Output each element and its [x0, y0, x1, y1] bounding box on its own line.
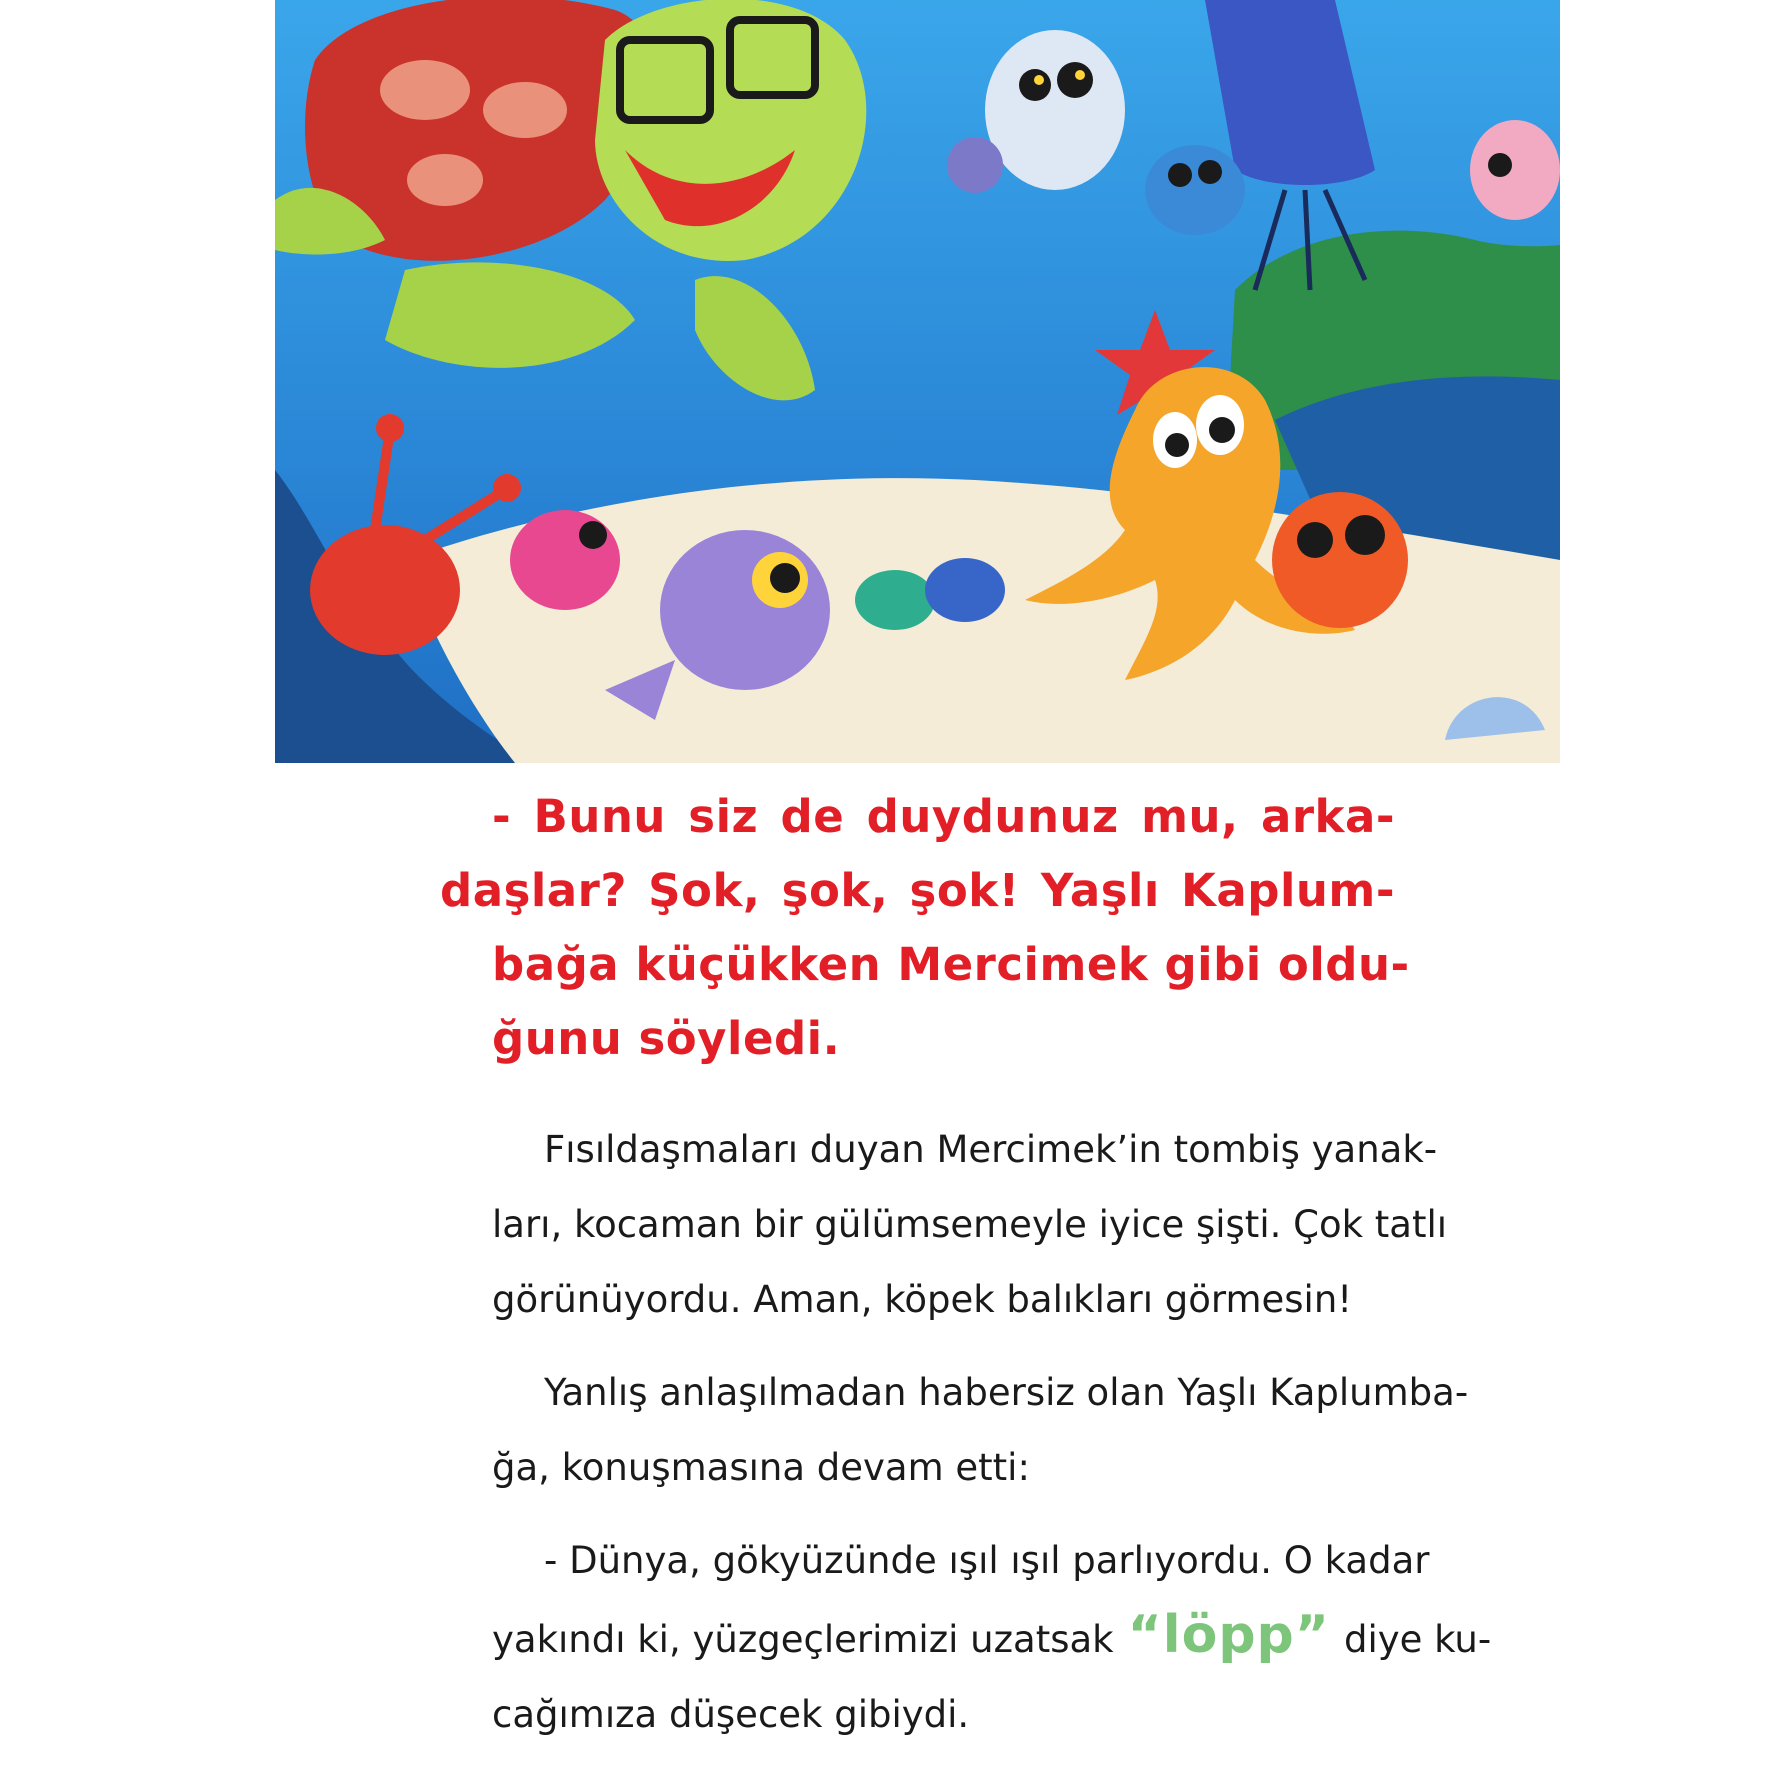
dialogue-paragraph	[440, 1523, 1492, 1752]
pink-fish-icon	[1470, 120, 1560, 220]
text-line: ları, kocaman bir gülümsemeyle iyice şişti. Çok tatlı	[492, 1203, 1448, 1246]
story-text	[440, 780, 1492, 1770]
microphone-icon	[947, 137, 1003, 193]
text-fragment: diye ku-	[1343, 1618, 1492, 1661]
text-line: - Bunu siz de duydunuz mu, arka-	[492, 790, 1395, 843]
text-fragment: yakındı ki, yüzgeçlerimizi uzatsak	[492, 1618, 1114, 1661]
text-line: ğa, konuşmasına devam etti:	[492, 1446, 1030, 1489]
text-line: bağa küçükken Mercimek gibi oldu-	[492, 938, 1410, 991]
text-line: daşlar? Şok, şok, şok! Yaşlı Kaplum-	[440, 864, 1395, 917]
underwater-scene-icon	[275, 0, 1560, 763]
pink-fish-icon	[510, 510, 620, 610]
narration-paragraph	[440, 1355, 1469, 1505]
sound-word-lopp: “löpp”	[1127, 1605, 1330, 1665]
purple-fish-icon	[660, 530, 830, 690]
text-line: cağımıza düşecek gibiydi.	[492, 1693, 970, 1736]
small-fish-icon	[925, 558, 1005, 622]
crab-icon	[310, 525, 460, 655]
underwater-illustration	[275, 0, 1560, 763]
photographer-fish-icon	[1145, 145, 1245, 235]
text-line: görünüyordu. Aman, köpek balıkları görmesin!	[492, 1278, 1353, 1321]
dialogue-paragraph-red	[440, 780, 1410, 1076]
reporter-fish-icon	[985, 30, 1125, 190]
text-line: ğunu söyledi.	[492, 1012, 841, 1065]
text-line: - Dünya, gökyüzünde ışıl ışıl parlıyordu. O kadar	[544, 1539, 1430, 1582]
narration-paragraph	[440, 1112, 1448, 1337]
text-line: Yanlış anlaşılmadan habersiz olan Yaşlı Kaplumba-	[544, 1371, 1469, 1414]
text-line-with-sound-word	[440, 1598, 1492, 1677]
small-fish-icon	[855, 570, 935, 630]
orange-fish-icon	[1272, 492, 1408, 628]
text-line: Fısıldaşmaları duyan Mercimek’in tombiş yanak-	[544, 1128, 1438, 1171]
